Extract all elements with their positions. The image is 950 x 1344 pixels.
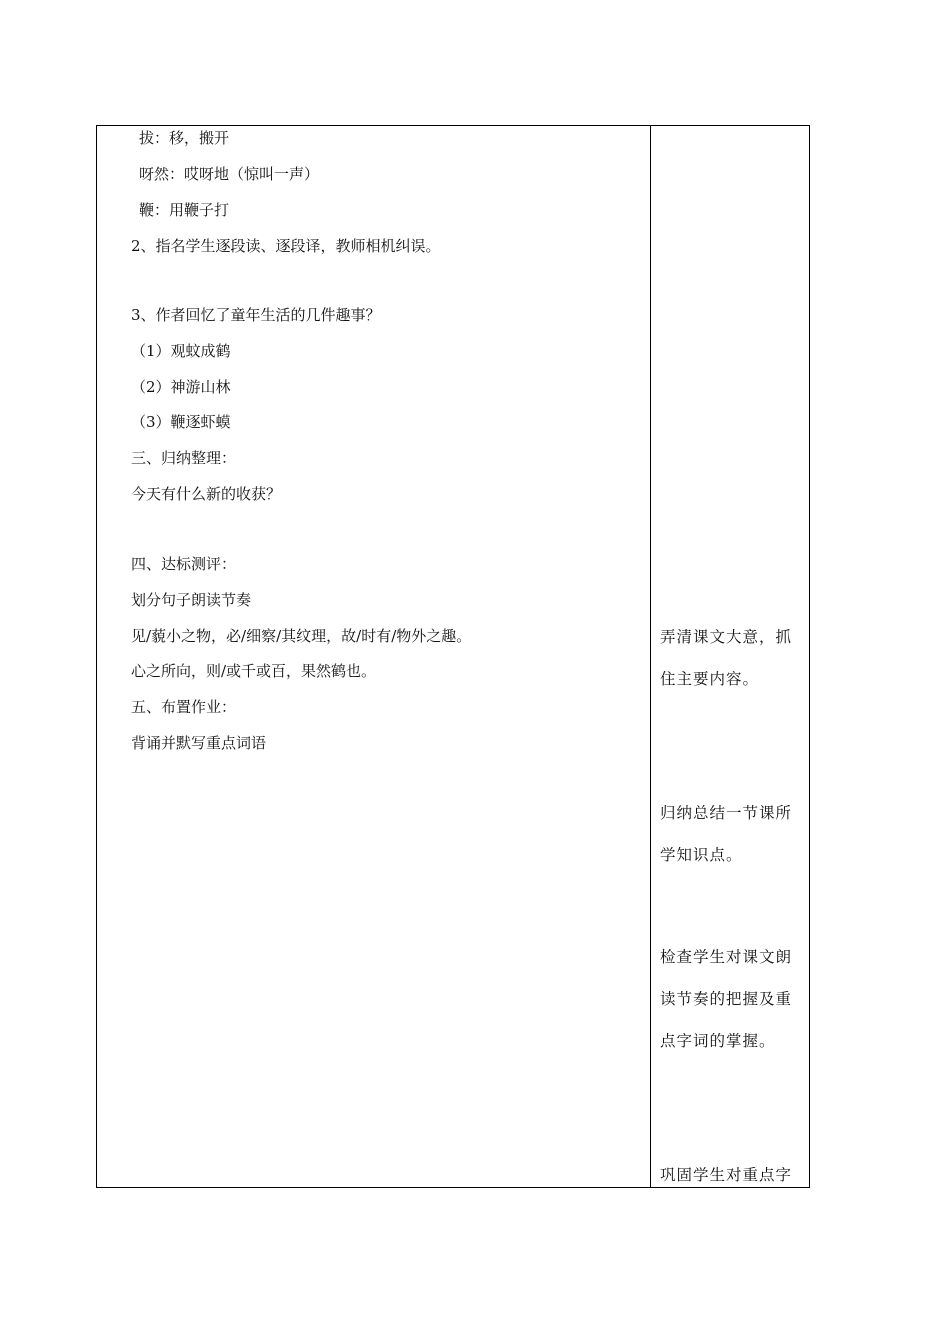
section-summary-heading: 三、归纳整理： — [131, 449, 237, 467]
note-2-line-2: 学知识点。 — [660, 846, 743, 864]
vocab-ba: 拔：移，搬开 — [139, 129, 230, 147]
vocab-yaran: 呀然：哎呀地（惊叫一声） — [139, 165, 320, 183]
note-3-line-3: 点字词的掌握。 — [660, 1032, 776, 1050]
section-homework-heading: 五、布置作业： — [131, 698, 237, 716]
note-4-line-1: 巩固学生对重点字 — [660, 1166, 793, 1184]
note-1-line-2: 住主要内容。 — [660, 670, 760, 688]
lesson-table — [96, 125, 810, 1188]
story-item-2: （2）神游山林 — [131, 378, 231, 396]
test-instruction: 划分句子朗读节奏 — [131, 591, 252, 609]
column-divider — [650, 125, 651, 1188]
homework-text: 背诵并默写重点词语 — [131, 734, 267, 752]
note-3-line-2: 读节奏的把握及重 — [660, 990, 793, 1008]
story-item-1: （1）观蚊成鹤 — [131, 342, 231, 360]
note-2-line-1: 归纳总结一节课所 — [660, 804, 793, 822]
section-test-heading: 四、达标测评： — [131, 555, 237, 573]
story-item-3: （3）鞭逐虾蟆 — [131, 413, 231, 431]
step-3-question: 3、作者回忆了童年生活的几件趣事？ — [131, 306, 381, 324]
note-3-line-1: 检查学生对课文朗 — [660, 948, 793, 966]
vocab-bian: 鞭：用鞭子打 — [139, 201, 230, 219]
summary-question: 今天有什么新的收获？ — [131, 485, 282, 503]
rhythm-sentence-1: 见/藐小之物，必/细察/其纹理，故/时有/物外之趣。 — [131, 627, 472, 645]
note-1-line-1: 弄清课文大意，抓 — [660, 628, 793, 646]
step-2-text: 2、指名学生逐段读、逐段译，教师相机纠误。 — [131, 237, 441, 255]
rhythm-sentence-2: 心之所向，则/或千或百，果然鹤也。 — [131, 662, 377, 680]
